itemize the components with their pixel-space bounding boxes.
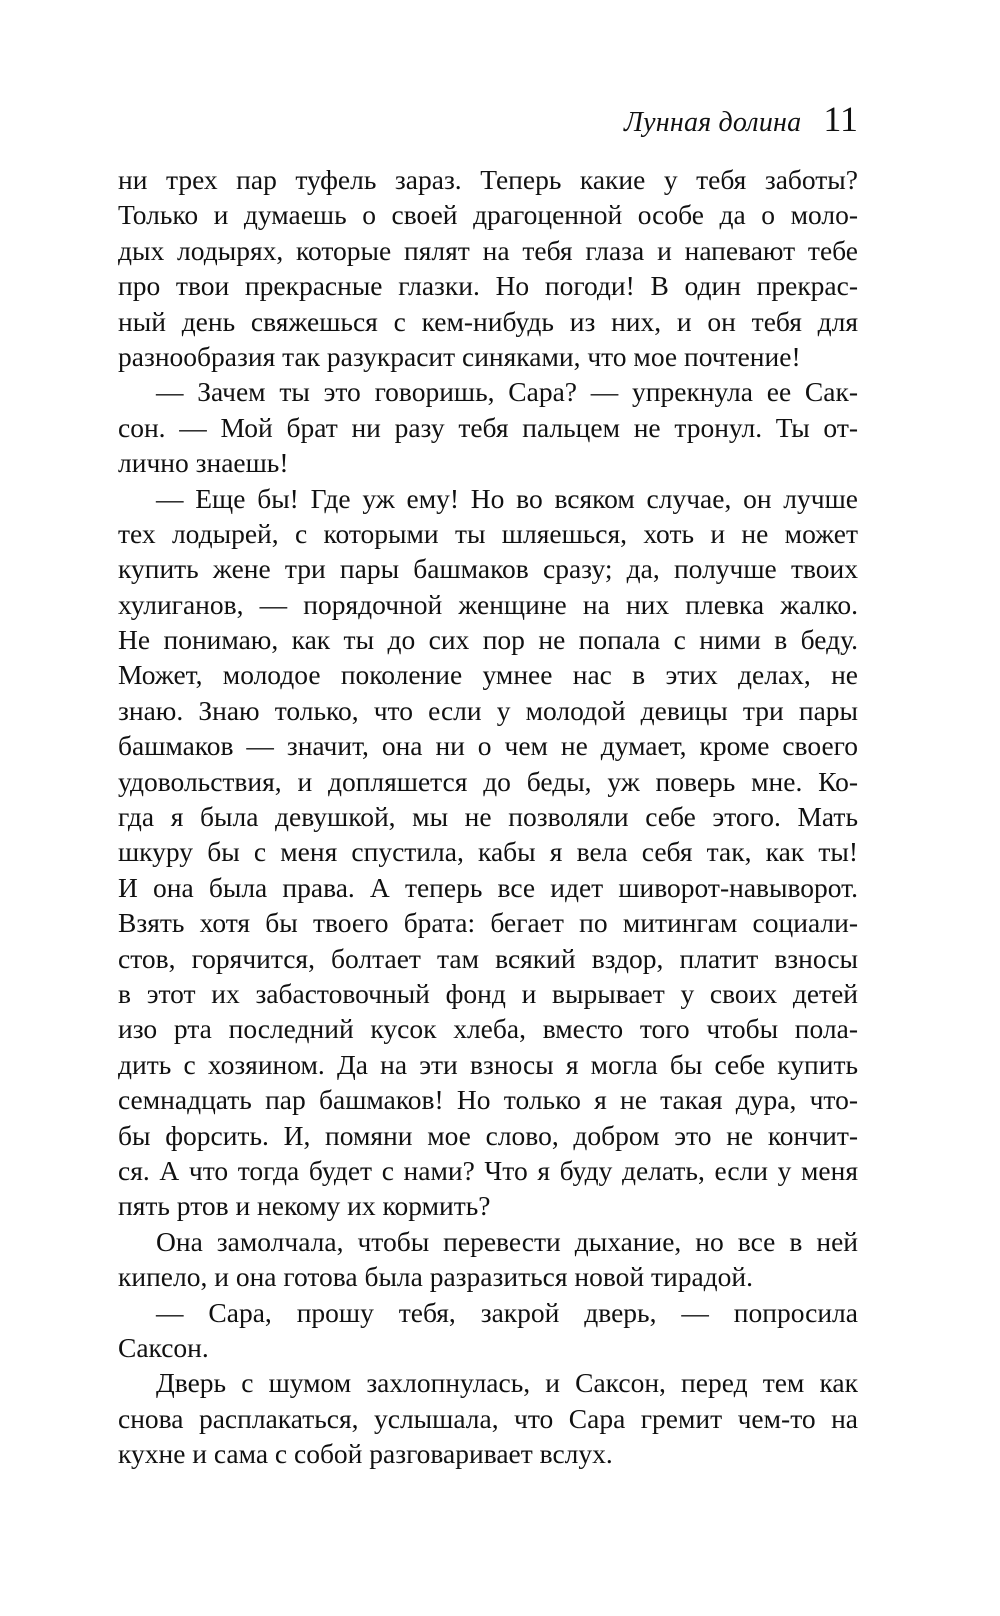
text-line: Она замолчала, чтобы перевести дыхание, но все в ней — [156, 1225, 858, 1257]
text-line: знаю. Знаю только, что если у молодой девицы три пары — [118, 694, 858, 726]
page-number: 11 — [823, 99, 858, 139]
text-line: бы форсить. И, помяни мое слово, добром это не кончит- — [118, 1119, 858, 1151]
text-line: разнообразия так разукрасит синяками, что мое почтение! — [118, 340, 801, 372]
text-line: семнадцать пар башмаков! Но только я не такая дура, что- — [118, 1084, 858, 1116]
text-line: шкуру бы с меня спустила, кабы я вела себя так, как ты! — [118, 836, 858, 868]
text-line: лично знаешь! — [118, 447, 289, 479]
text-line: сон. — Мой брат ни разу тебя пальцем не тронул. Ты от- — [118, 411, 858, 443]
page-header — [624, 98, 858, 140]
text-line: кипело, и она готова была разразиться новой тирадой. — [118, 1261, 753, 1293]
text-line: — Еще бы! Где уж ему! Но во всяком случае, он лучше — [156, 482, 858, 514]
text-line: И она была права. А теперь все идет шиворот-навыворот. — [118, 871, 858, 903]
text-line: Может, молодое поколение умнее нас в этих делах, не — [118, 659, 858, 691]
running-title: Лунная долина — [623, 107, 802, 138]
text-line: Саксон. — [118, 1331, 209, 1363]
text-line: ный день свяжешься с кем-нибудь из них, и он тебя для — [118, 305, 858, 337]
text-line: Дверь с шумом захлопнулась, и Саксон, перед тем как — [156, 1367, 858, 1399]
text-line: стов, горячится, болтает там всякий вздор, платит взносы — [118, 942, 858, 974]
text-line: Только и думаешь о своей драгоценной особе да о моло- — [118, 199, 858, 231]
text-line: Взять хотя бы твоего брата: бегает по митингам социали- — [118, 907, 858, 939]
text-line: удовольствия, и допляшется до беды, уж поверь мне. Ко- — [118, 765, 858, 797]
text-line: пять ртов и некому их кормить? — [118, 1190, 491, 1222]
text-line: башмаков — значит, она ни о чем не думает, кроме своего — [118, 730, 858, 762]
text-line: хулиганов, — порядочной женщине на них плевка жалко. — [118, 588, 858, 620]
text-line: дить с хозяином. Да на эти взносы я могла бы себе купить — [118, 1048, 858, 1080]
text-line: купить жене три пары башмаков сразу; да, получше твоих — [118, 553, 858, 585]
text-line: — Зачем ты это говоришь, Сара? — упрекнула ее Сак- — [156, 376, 858, 408]
text-line: Не понимаю, как ты до сих пор не попала с ними в беду. — [118, 624, 858, 656]
text-line: — Сара, прошу тебя, закрой дверь, — попросила — [156, 1296, 858, 1328]
text-line: гда я была девушкой, мы не позволяли себе этого. Мать — [118, 801, 858, 833]
text-line: ся. А что тогда будет с нами? Что я буду делать, если у меня — [118, 1154, 858, 1186]
text-line: кухне и сама с собой разговаривает вслух. — [118, 1438, 613, 1470]
text-line: ни трех пар туфель зараз. Теперь какие у тебя заботы? — [118, 164, 858, 195]
text-line: тех лодырей, с которыми ты шляешься, хоть и не может — [118, 517, 858, 549]
text-line: про твои прекрасные глазки. Но погоди! В один прекрас- — [118, 270, 858, 302]
text-line: изо рта последний кусок хлеба, вместо того чтобы пола- — [118, 1013, 858, 1045]
text-line: снова расплакаться, услышала, что Сара гремит чем-то на — [118, 1402, 858, 1434]
body-text — [118, 162, 858, 1471]
text-line: в этот их забастовочный фонд и вырывает у своих детей — [118, 977, 858, 1009]
text-line: дых лодырях, которые пялят на тебя глаза и напевают тебе — [118, 234, 858, 266]
